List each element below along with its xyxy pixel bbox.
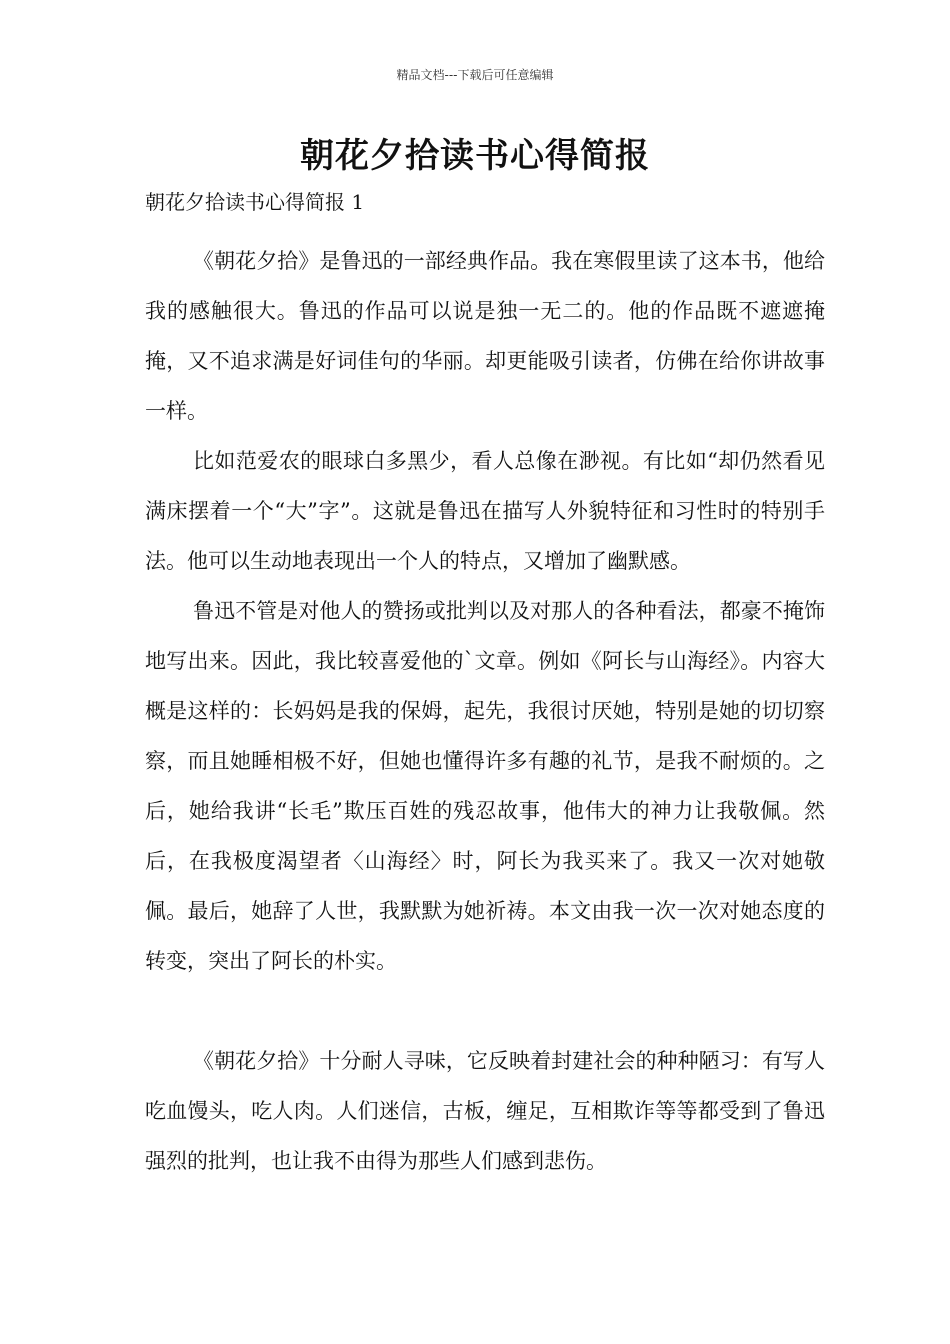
paragraph-2: 比如范爱农的眼球白多黑少，看人总像在渺视。有比如“却仍然看见满床摆着一个“大”字”。这就是鲁迅在描写人外貌特征和习性时的特别手法。他可以生动地表现出一个人的特点，又增加了幽默感。 [145, 449, 825, 573]
document-title: 朝花夕拾读书心得简报 [300, 136, 650, 176]
paragraph-4: 《朝花夕拾》十分耐人寻味，它反映着封建社会的种种陋习：有写人吃血馒头，吃人肉。人们迷信，古板，缠足，互相欺诈等等都受到了鲁迅强烈的批判，也让我不由得为那些人们感到悲伤。 [145, 1049, 825, 1173]
paragraph-1: 《朝花夕拾》是鲁迅的一部经典作品。我在寒假里读了这本书，他给我的感触很大。鲁迅的作品可以说是独一无二的。他的作品既不遮遮掩掩，又不追求满是好词佳句的华丽。却更能吸引读者，仿佛在给你讲故事一样。 [145, 249, 825, 423]
document-body [145, 236, 825, 1186]
page-header-note: 精品文档---下载后可任意编辑 [396, 68, 554, 82]
section-subtitle: 朝花夕拾读书心得简报 1 [145, 190, 365, 214]
paragraph-3: 鲁迅不管是对他人的赞扬或批判以及对那人的各种看法，都豪不掩饰地写出来。因此，我比较喜爱他的`文章。例如《阿长与山海经》。内容大概是这样的：长妈妈是我的保姆，起先，我很讨厌她，特别是她的切切察察，而且她睡相极不好，但她也懂得许多有趣的礼节，是我不耐烦的。之后，她给我讲“长毛”欺压百姓的残忍故事，他伟大的神力让我敬佩。然后，在我极度渴望者〈山海经〉时，阿长为我买来了。我又一次对她敬佩。最后，她辞了人世，我默默为她祈祷。本文由我一次一次对她态度的转变，突出了阿长的朴实。 [145, 599, 825, 973]
